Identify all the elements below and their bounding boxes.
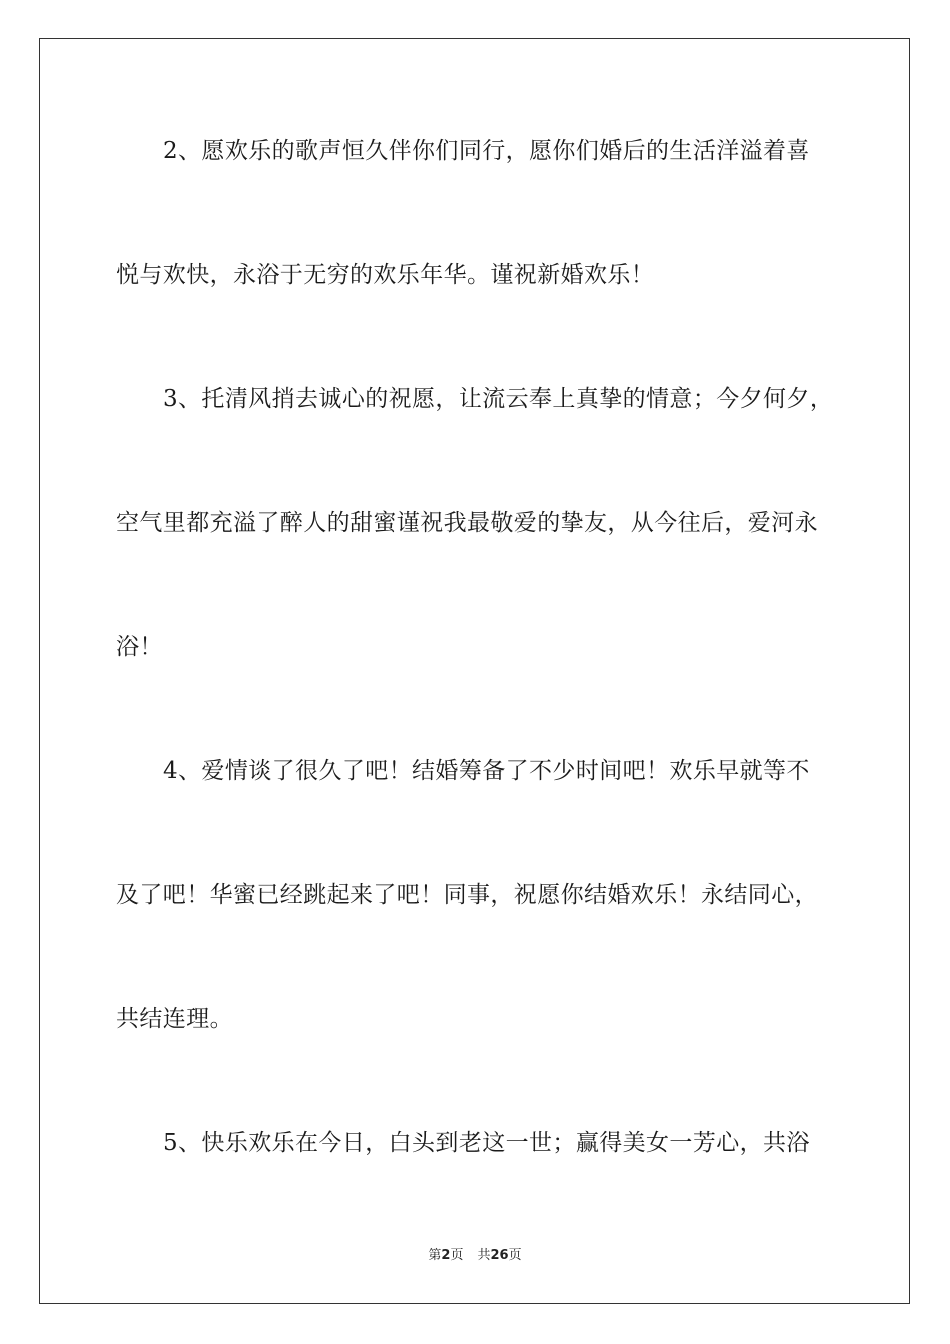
paragraph-4-line-1: 4、爱情谈了很久了吧！结婚筹备了不少时间吧！欢乐早就等不 [163,758,810,784]
total-prefix: 共 [477,1248,491,1263]
page-prefix: 第 [428,1248,442,1263]
total-unit: 页 [508,1248,522,1263]
page-border [39,38,910,1304]
current-page-number: 2 [441,1248,451,1263]
paragraph-3-line-1: 3、托清风捎去诚心的祝愿，让流云奉上真挚的情意；今夕何夕， [163,386,834,412]
paragraph-3-line-2: 空气里都充溢了醉人的甜蜜谨祝我最敬爱的挚友，从今往后，爱河永 [116,510,818,536]
total-page-count: 26 [490,1248,509,1263]
paragraph-4-line-3: 共结连理。 [116,1006,233,1032]
page-footer [0,1248,950,1264]
page-unit: 页 [450,1248,464,1263]
paragraph-3-line-3: 浴！ [116,634,163,660]
paragraph-2-line-1: 2、愿欢乐的歌声恒久伴你们同行，愿你们婚后的生活洋溢着喜 [163,138,810,164]
paragraph-2-line-2: 悦与欢快，永浴于无穷的欢乐年华。谨祝新婚欢乐！ [116,262,655,288]
paragraph-4-line-2: 及了吧！华蜜已经跳起来了吧！同事，祝愿你结婚欢乐！永结同心， [116,882,818,908]
paragraph-5-line-1: 5、快乐欢乐在今日，白头到老这一世；赢得美女一芳心，共浴 [163,1130,810,1156]
